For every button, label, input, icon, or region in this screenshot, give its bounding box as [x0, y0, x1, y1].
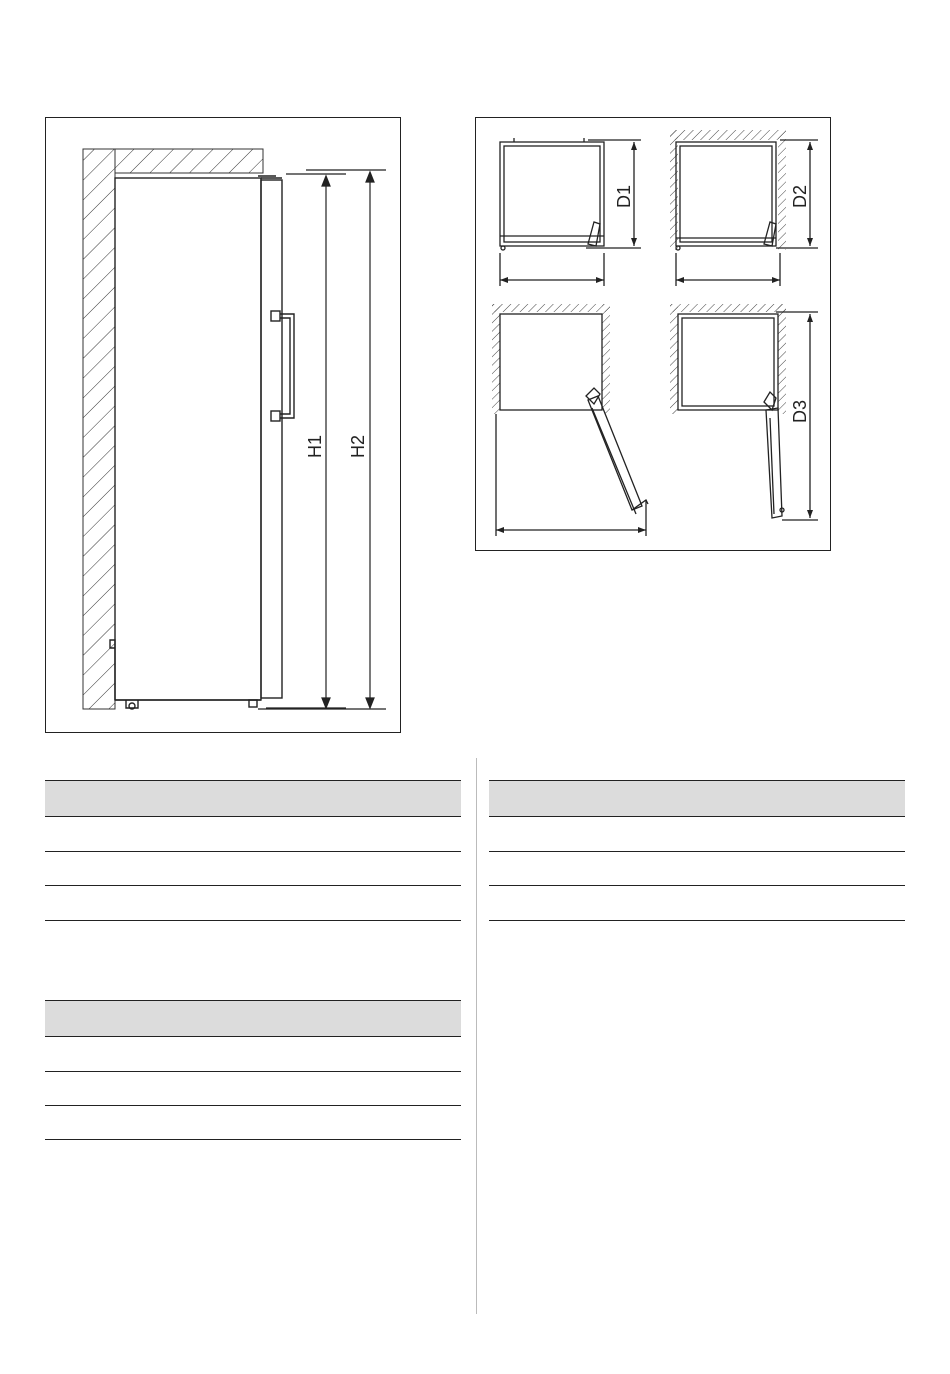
table-row: [45, 1071, 461, 1072]
depth-diagram: [476, 118, 830, 550]
h2-label: H2: [348, 434, 368, 458]
depth-diagram-panel: [475, 117, 831, 551]
table-header: [45, 1000, 461, 1037]
table-header: [489, 780, 905, 817]
table-row: [45, 885, 461, 886]
table-row: [45, 851, 461, 852]
table-row: [489, 885, 905, 886]
table-row: [45, 1105, 461, 1106]
freezer-body: [110, 176, 282, 709]
table-row: [45, 920, 461, 921]
diagram-door-open-width: [492, 304, 648, 536]
d1-label: D1: [614, 184, 634, 208]
d2-label: D2: [790, 184, 810, 208]
diagram-d1: [500, 138, 641, 286]
table-row: [489, 920, 905, 921]
h1-label: H1: [305, 434, 325, 458]
height-diagram-panel: [45, 117, 401, 733]
table-row: [489, 851, 905, 852]
table-row: [45, 1139, 461, 1140]
height-diagram: [46, 118, 400, 732]
wall-hatch: [83, 149, 263, 709]
column-divider: [476, 758, 477, 1314]
table-header: [45, 780, 461, 817]
d3-label: D3: [790, 399, 810, 423]
